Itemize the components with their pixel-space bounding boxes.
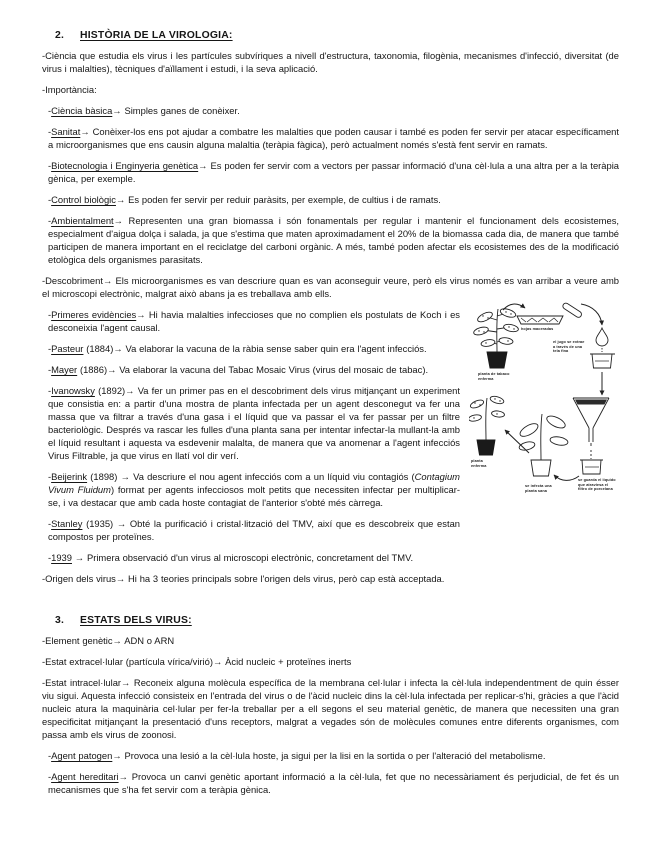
- paragraph: [42, 214, 619, 266]
- text-segment: Biotecnologia i Enginyeria genètica: [51, 160, 199, 171]
- paragraph: [42, 104, 619, 117]
- text-segment: (1898) → Va descriure el nou agent infecciós com a un líquid viu contagiós (: [87, 471, 415, 482]
- section-title: HISTÒRIA DE LA VIROLOGIA:: [80, 30, 233, 41]
- text-segment: -Origen dels virus→ Hi ha 3 teories principals sobre l'origen dels virus, però cap està acceptada.: [42, 573, 445, 584]
- text-segment: Ambientalment: [51, 215, 114, 226]
- paragraph: [42, 49, 619, 75]
- paragraph: [42, 517, 619, 543]
- text-segment: -: [48, 750, 52, 761]
- flow-arrow: [554, 475, 579, 480]
- pestle-icon: [562, 302, 583, 318]
- filter-funnel-icon: [573, 398, 609, 459]
- text-segment: (1886)→ Va elaborar la vacuna del Tabac Mosaic Virus (virus del mosaic de tabac).: [77, 364, 429, 375]
- paragraph: [42, 274, 619, 300]
- juice-beaker-icon: [590, 348, 615, 368]
- section-number: 3.: [55, 615, 65, 626]
- document-content: [42, 0, 619, 796]
- text-segment: Control biològic: [51, 194, 116, 205]
- text-segment: -: [48, 194, 52, 205]
- text-segment: -: [48, 105, 52, 116]
- text-segment: → Primera observació d'un virus al microscopi electrònic, concretament del TMV.: [71, 552, 414, 563]
- text-segment: Agent hereditari: [51, 771, 119, 782]
- text-segment: -: [48, 343, 52, 354]
- figure-label-result-plant: planta enferma: [471, 459, 487, 468]
- text-segment: -Descobriment→ Els microorganismes es van descriure quan es van aconseguir veure, però els virus només es van arribar a veure amb el microscopi electrònic, malgrat això abans ja es treballava amb ells.: [42, 275, 619, 299]
- healthy-plant-icon: [518, 414, 568, 476]
- text-segment: Ivanowsky: [51, 385, 95, 396]
- text-segment: -Importància:: [42, 84, 97, 95]
- text-segment: → Provoca una lesió a la cèl·lula hoste, ja sigui per la lisi en la sortida o per l'alteració del metabolisme.: [112, 750, 546, 761]
- text-segment: Stanley: [51, 518, 83, 529]
- text-segment: -Estat extracel·lular (partícula vírica/virió)→ Àcid nucleic + proteïnes inerts: [42, 656, 352, 667]
- figure-label-crushed-leaves: hojas maceradas: [521, 327, 554, 331]
- section-heading: [42, 30, 619, 41]
- text-segment: Mayer: [51, 364, 78, 375]
- text-segment: ) format per agents infecciosos molt petits que necessiten infectar per multiplicar-se, i va destacar que amb cada hoste contagiat de l'anterior s'obté més càrrega.: [48, 484, 461, 508]
- paragraph: [42, 770, 619, 796]
- figure-label-healthy-plant: se infecta una planta sana: [525, 484, 552, 493]
- filtered-liquid-beaker-icon: [580, 460, 603, 474]
- text-segment: Pasteur: [51, 343, 84, 354]
- text-segment: -Element genètic→ ADN o ARN: [42, 635, 175, 646]
- paragraph: [42, 572, 619, 585]
- paragraph: [42, 676, 619, 741]
- section-title: ESTATS DELS VIRUS:: [80, 615, 192, 626]
- text-segment: → Simples ganes de conèixer.: [112, 105, 240, 116]
- paragraph: [42, 159, 619, 185]
- text-segment: -: [48, 385, 52, 396]
- figure-label-filtered-liquid: se guarda el líquido que atraviesa el filtro de porcelana: [578, 478, 616, 492]
- text-segment: Ciència bàsica: [51, 105, 113, 116]
- paragraph: [42, 551, 619, 564]
- paragraph: [42, 749, 619, 762]
- text-segment: → Provoca un canvi genètic aportant informació a la cèl·lula, fet que no necessàriament és perjudicial, de fet és un mecanismes que s'ha fet servir com a teràpia gènica.: [48, 771, 619, 795]
- section-number: 2.: [55, 30, 65, 41]
- text-segment: → Es poden fer servir per reduir paràsits, per exemple, de cultius i de ramats.: [115, 194, 441, 205]
- text-segment: -: [48, 215, 52, 226]
- text-segment: → Es poden fer servir com a vectors per passar informació d'una cèl·lula a una altra per a la teràpia gènica, per exemple.: [48, 160, 620, 184]
- text-segment: -Estat intracel·lular→ Reconeix alguna molècula específica de la membrana cel·lular i infecta la cèl·lula independentment de quin ésser viu sigui. Aquesta infecció consisteix en l'entrada del virus o de l'àcid nucleic dins la cèl·lula infectada per replicar-s'hi, gràcies a que l'àcid nucleic atura la maquinària cel·lular per fer-la treballar per a ell segons el seu material genètic, de manera que necessiten una gran especificitat mitjançant la presentació d'uns receptors, malgrat a vegades són de molècules comunes entre diferents organismes, com passa amb els virus de zoonosi.: [42, 677, 619, 740]
- resulting-sick-plant-icon: [469, 395, 505, 455]
- text-segment: -: [48, 126, 52, 137]
- text-segment: -: [48, 518, 52, 529]
- text-segment: -: [48, 309, 52, 320]
- text-segment: (1892)→ Va fer un primer pas en el descobriment dels virus mitjançant un experiment que consistia en: a partir d'una mostra de planta infectada per un agent desconegut va fer una massa que va filtrar a través d'una gasa i el líquid que va passar el va fer passar per un filtre bacteriològic. Després va rascar les fulles d'una planta sana per intentar infectar-la mullant-la amb el líquid resultant i aquesta va esdevenir malalta, de manera que va anomenar a l'agent infecciós Virus Filtrable, ja que virus en llatí vol dir verí.: [48, 385, 460, 461]
- text-segment: Primeres evidències: [51, 309, 137, 320]
- text-segment: (1935) → Obté la purificació i cristal·lització del TMV, així que es descobreix que estan compostos per proteïnes.: [48, 518, 460, 542]
- section-heading: [42, 615, 619, 626]
- text-segment: → Hi havia malalties infeccioses que no complien els postulats de Koch i es desconeixia l'agent causal.: [48, 309, 460, 333]
- text-segment: Contagium Vivum Fluidum: [48, 471, 460, 495]
- flow-arrow: [581, 304, 602, 325]
- paragraph: [42, 193, 619, 206]
- text-segment: 1939: [51, 552, 72, 563]
- text-segment: -: [48, 771, 52, 782]
- figure-label-juice: el jugo se extrae a través de una tela fina: [553, 340, 585, 354]
- sick-plant-icon: [473, 307, 519, 368]
- text-segment: Beijerink: [51, 471, 88, 482]
- paragraph: [42, 655, 619, 668]
- text-segment: -: [48, 364, 52, 375]
- experiment-figure: [469, 302, 619, 514]
- juice-droplet-icon: [596, 328, 608, 346]
- text-segment: -: [48, 160, 52, 171]
- text-segment: -: [48, 552, 52, 563]
- text-segment: (1884)→ Va elaborar la vacuna de la ràbia sense saber quin era l'agent infecciós.: [83, 343, 427, 354]
- crushed-leaves-dish-icon: [517, 302, 583, 324]
- text-segment: → Representen una gran biomassa i són fonamentals per regular i mantenir el funcionament dels ecosistemes, especialment d'aigua dolça i salada, ja que s'estima que maten aproximadament el 20% de la biomassa cada dia, de manera que també participen de manera important en el reciclatge del carboni orgànic. A més, també poden afectar els ecosistemes des de la modificació etològica dels organismes parasitats.: [48, 215, 619, 265]
- text-segment: -: [48, 471, 52, 482]
- text-segment: Sanitat: [51, 126, 81, 137]
- paragraph: [42, 634, 619, 647]
- text-segment: -Ciència que estudia els virus i les partícules subvíriques a nivell d'estructura, taxonomia, filogènia, mecanismes d'infecció, diversitat (de virus i malalties), tècniques d'aïllament i estudi, i la seva aplicació.: [42, 50, 619, 74]
- figure-label-sick-plant: planta de tabaco enferma: [478, 372, 510, 381]
- paragraph: [42, 125, 619, 151]
- paragraph: [42, 83, 619, 96]
- text-segment: → Conèixer-los ens pot ajudar a combatre les malalties que poden causar i també es poden fer servir per atacar específicament a microorganismes que ens causin alguna malaltia (teràpia fàgica), però actualment només s'està fent servir en ramats.: [48, 126, 619, 150]
- text-segment: Agent patogen: [51, 750, 113, 761]
